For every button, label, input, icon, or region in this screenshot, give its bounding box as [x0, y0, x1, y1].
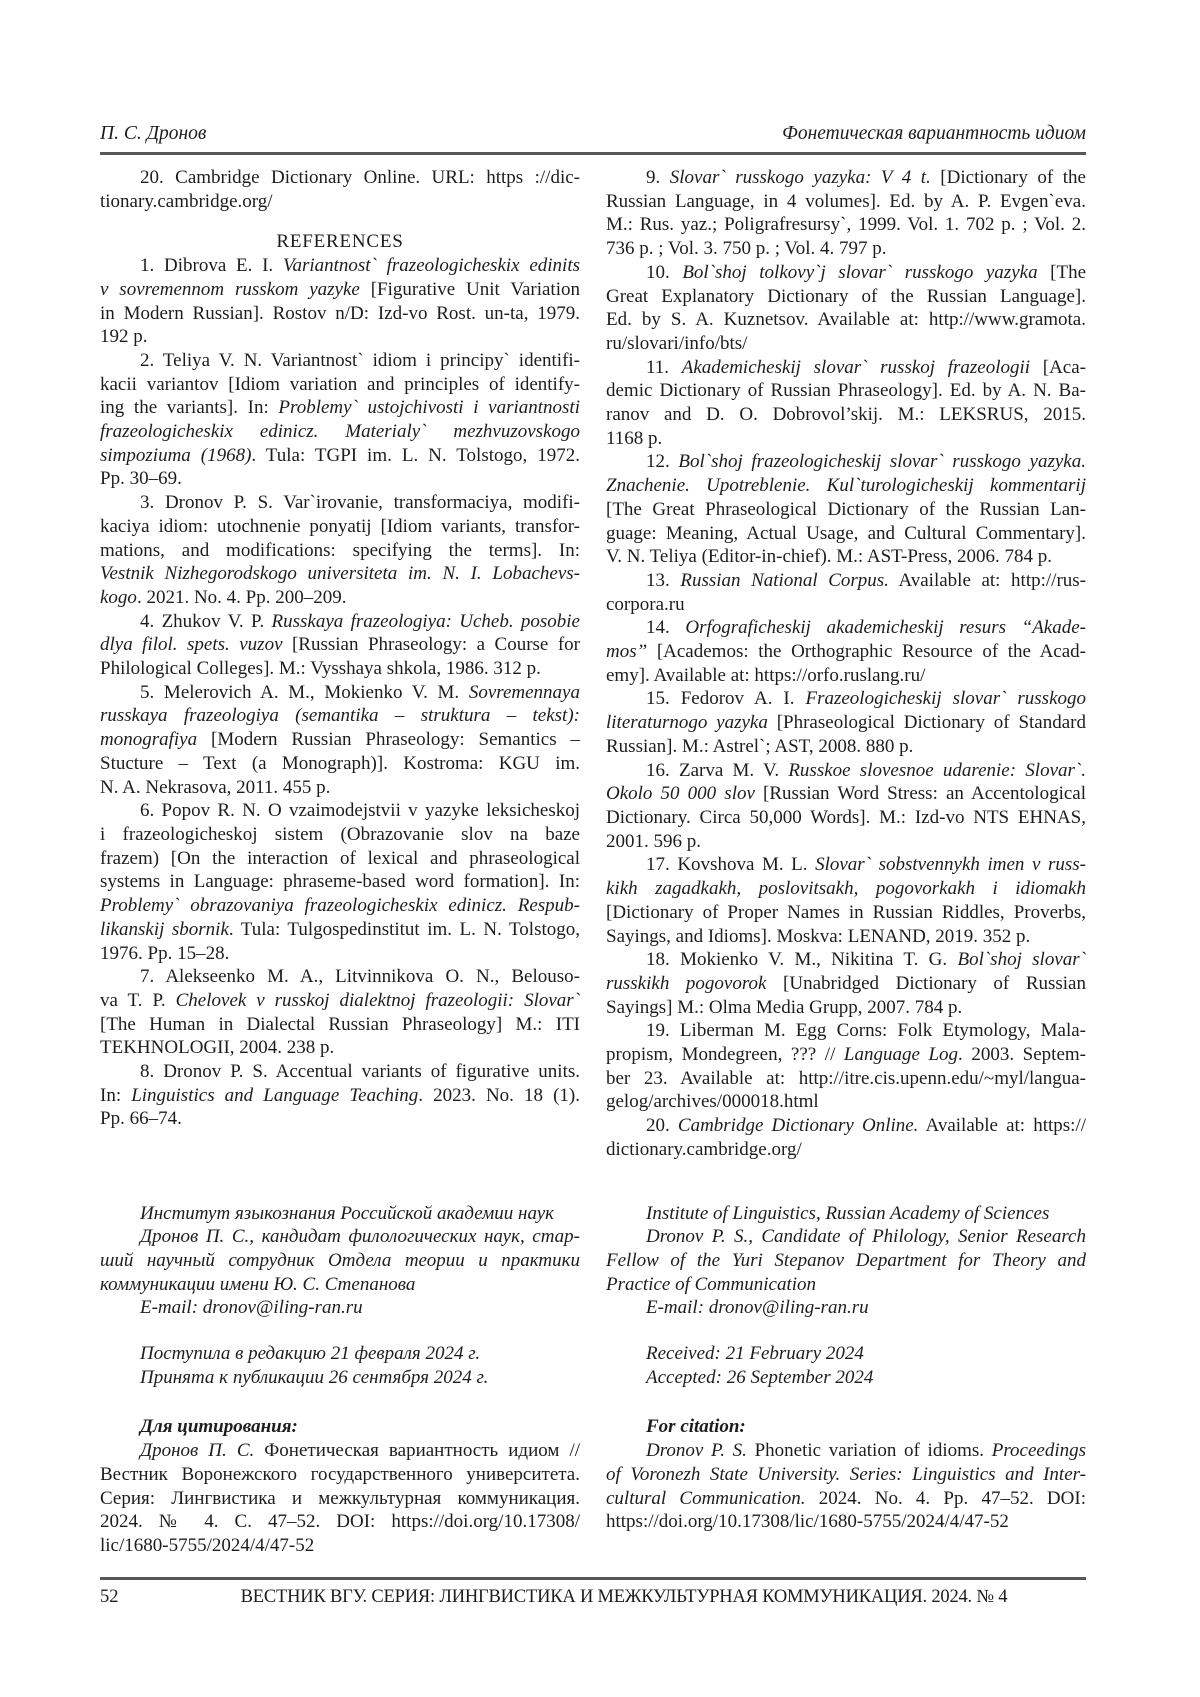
- text-line: M.: Rus. yaz.; Poligrafresursy`, 1999. Vol. 1. 702 p. ; Vol. 2.: [606, 214, 1086, 236]
- text-line: Дронов П. С., кандидат филологических наук, стар-: [140, 1226, 580, 1248]
- text-line: Received: 21 February 2024: [646, 1343, 864, 1365]
- text-line: cultural Communication. 2024. No. 4. Pp. 47–52. DOI:: [606, 1487, 1086, 1509]
- text-line: Russian Language, in 4 volumes]. Ed. by A. P. Evgen`eva.: [606, 190, 1086, 212]
- two-column-layout: [100, 166, 1086, 1558]
- text-line: dictionary.cambridge.org/: [606, 1138, 802, 1160]
- text-line: emy]. Available at: https://orfo.ruslang.ru/: [606, 664, 926, 686]
- text-line: 2024. № 4. С. 47–52. DOI: https://doi.org/10.17308/: [100, 1511, 580, 1533]
- text-line: [Dictionary of Proper Names in Russian Riddles, Proverbs,: [606, 901, 1086, 923]
- text-line: 1. Dibrova E. I. Variantnost` frazeologicheskix edinits: [140, 255, 581, 277]
- text-line: corpora.ru: [606, 593, 685, 615]
- text-line: ing the variants]. In: Problemy` ustojchivosti i variantnosti: [100, 397, 580, 419]
- text-line: Dronov P. S. Phonetic variation of idioms. Proceedings: [646, 1440, 1087, 1462]
- page-number: 52: [100, 1587, 119, 1607]
- text-line: https://doi.org/10.17308/lic/1680-5755/2024/4/47-52: [606, 1511, 1009, 1533]
- received-date: [100, 1342, 580, 1366]
- text-line: 16. Zarva M. V. Russkoe slovesnoe udarenie: Slovar`.: [646, 759, 1086, 781]
- text-line: Okolo 50 000 slov [Russian Word Stress: an Accentological: [606, 783, 1086, 805]
- journal-title-line: ВЕСТНИК ВГУ. СЕРИЯ: ЛИНГВИСТИКА И МЕЖКУЛЬТУРНАЯ КОММУНИКАЦИЯ. 2024. № 4: [240, 1587, 1008, 1607]
- affiliation-institute: [100, 1202, 580, 1226]
- citation-text-en: [606, 1439, 1086, 1534]
- reference-item-2: [100, 349, 580, 491]
- text-line: Pp. 66–74.: [100, 1108, 182, 1130]
- text-line: frazem) [On the interaction of lexical and phraseological: [100, 847, 580, 869]
- text-line: guage: Meaning, Actual Usage, and Cultural Commentary].: [606, 522, 1086, 544]
- text-line: Accepted: 26 September 2024: [646, 1366, 874, 1388]
- text-line: 11. Akademicheskij slovar` russkoj frazeologii [Aca-: [646, 356, 1087, 378]
- text-line: in Modern Russian]. Rostov n/D: Izd-vo Rost. un-ta, 1979.: [100, 302, 580, 324]
- left-column-references: [100, 166, 580, 1162]
- reference-item-4: [100, 610, 580, 681]
- text-line: 18. Mokienko V. M., Nikitina T. G. Bol`shoj slovar`: [646, 949, 1086, 971]
- text-line: коммуникации имени Ю. С. Степанова: [100, 1273, 416, 1295]
- text-line: va T. P. Chelovek v russkoj dialektnoj frazeologii: Slovar`: [100, 989, 580, 1011]
- text-line: In: Linguistics and Language Teaching. 2023. No. 18 (1).: [100, 1084, 580, 1106]
- reference-item-12: [606, 450, 1086, 569]
- running-header: [100, 122, 1086, 146]
- text-line: 3. Dronov P. S. Var`irovanie, transformaciya, modifi-: [140, 492, 580, 514]
- text-line: ru/slovari/info/bts/: [606, 332, 748, 354]
- for-citation-heading-en: [606, 1415, 1086, 1439]
- text-line: N. A. Nekrasova, 2011. 455 p.: [100, 776, 331, 798]
- reference-item-9: [606, 166, 1086, 261]
- reference-item-15: [606, 687, 1086, 758]
- text-line: 1168 p.: [606, 427, 663, 449]
- affiliation-author-position: [100, 1225, 580, 1296]
- text-line: 6. Popov R. N. O vzaimodejstvii v yazyke leksicheskoj: [140, 800, 580, 822]
- right-column-references: [606, 166, 1086, 1162]
- text-line: 1976. Pp. 15–28.: [100, 942, 230, 964]
- text-line: 12. Bol`shoj frazeologicheskij slovar` russkogo yazyka.: [646, 451, 1086, 473]
- reference-item-7: [100, 965, 580, 1060]
- text-line: kaciya idiom: utochnenie ponyatij [Idiom variants, transfor-: [100, 515, 580, 537]
- text-line: 2001. 596 p.: [606, 830, 701, 852]
- text-line: E-mail: dronov@iling-ran.ru: [140, 1297, 363, 1319]
- text-line: Принята к публикации 26 сентября 2024 г.: [140, 1366, 489, 1388]
- text-line: Серия: Лингвистика и межкультурная коммуникация.: [100, 1487, 580, 1509]
- reference-item-5: [100, 681, 580, 800]
- footer-row: [100, 1580, 1086, 1609]
- text-line: 192 p.: [100, 326, 148, 348]
- author-affiliation-en: [606, 1202, 1086, 1321]
- references-heading: REFERENCES: [276, 231, 404, 253]
- text-line: of Voronezh State University. Series: Linguistics and Inter-: [606, 1463, 1086, 1485]
- text-line: Дронов П. С. Фонетическая вариантность идиом //: [140, 1440, 581, 1462]
- text-line: 17. Kovshova M. L. Slovar` sobstvennykh imen v russ-: [646, 854, 1086, 876]
- text-line: Pp. 30–69.: [100, 468, 182, 490]
- text-line: 13. Russian National Corpus. Available at: http://rus-: [646, 569, 1086, 591]
- text-line: 14. Orfograficheskij akademicheskij resurs “Akade-: [646, 617, 1086, 639]
- text-line: Dictionary. Circa 50,000 Words]. M.: Izd-vo NTS EHNAS,: [606, 806, 1086, 828]
- running-header-title: Фонетическая вариантность идиом: [782, 123, 1086, 144]
- text-line: 736 p. ; Vol. 3. 750 p. ; Vol. 4. 797 p.: [606, 238, 887, 260]
- reference-item-3: [100, 491, 580, 610]
- text-line: 15. Fedorov A. I. Frazeologicheskij slovar` russkogo: [646, 688, 1087, 710]
- text-line: 10. Bol`shoj tolkovy`j slovar` russkogo yazyka [The: [646, 261, 1087, 283]
- text-line: demic Dictionary of Russian Phraseology]. Ed. by A. N. Ba-: [606, 380, 1086, 402]
- text-line: 5. Melerovich A. M., Mokienko V. M. Sovremennaya: [140, 681, 580, 703]
- text-line: russkaya frazeologiya (semantika – struktura – tekst):: [100, 705, 580, 727]
- text-line: frazeologicheskix edinicz. Materialy` mezhvuzovskogo: [100, 421, 580, 443]
- text-line: ranov and D. O. Dobrovol’skij. M.: LEKSRUS, 2015.: [606, 404, 1086, 426]
- text-line: Practice of Communication: [606, 1273, 817, 1295]
- text-line: V. N. Teliya (Editor-in-chief). M.: AST-Press, 2006. 784 p.: [606, 546, 1052, 568]
- text-line: mos” [Academos: the Orthographic Resource of the Acad-: [606, 641, 1086, 663]
- text-line: Fellow of the Yuri Stepanov Department for Theory and: [606, 1249, 1086, 1271]
- reference-item-1: [100, 254, 580, 349]
- text-line: kikh zagadkakh, poslovitsakh, pogovorkakh i idiomakh: [606, 878, 1086, 900]
- right-column-backmatter: [606, 1202, 1086, 1558]
- text-line: Great Explanatory Dictionary of the Russian Language].: [606, 285, 1086, 307]
- text-line: 7. Alekseenko M. A., Litvinnikova O. N., Belouso-: [140, 966, 580, 988]
- affiliation-email: [606, 1296, 1086, 1320]
- text-line: Для цитирования:: [140, 1416, 298, 1438]
- affiliation-author-position: [606, 1225, 1086, 1296]
- reference-item-11: [606, 356, 1086, 451]
- text-line: [The Human in Dialectal Russian Phraseology] M.: ITI: [100, 1013, 580, 1035]
- text-line: ший научный сотрудник Отдела теории и практики: [100, 1249, 580, 1271]
- text-line: propism, Mondegreen, ??? // Language Log. 2003. Septem-: [606, 1044, 1086, 1066]
- reference-item-18: [606, 948, 1086, 1019]
- text-line: E-mail: dronov@iling-ran.ru: [646, 1297, 869, 1319]
- reference-item-19: [606, 1019, 1086, 1114]
- submission-dates-ru: [100, 1342, 580, 1389]
- text-line: TEKHNOLOGII, 2004. 238 p.: [100, 1037, 335, 1059]
- text-line: v sovremennom russkom yazyke [Figurative Unit Variation: [100, 278, 580, 300]
- for-citation-heading-ru: [100, 1415, 580, 1439]
- text-line: Sayings] M.: Olma Media Grupp, 2007. 784 p.: [606, 996, 963, 1018]
- reference-item-8: [100, 1060, 580, 1131]
- text-line: gelog/archives/000018.html: [606, 1091, 819, 1113]
- text-line: Sayings, and Idioms]. Moskva: LENAND, 2019. 352 p.: [606, 925, 1031, 947]
- submission-dates-en: [606, 1342, 1086, 1389]
- text-line: i frazeologicheskoj sistem (Obrazovanie slov na baze: [100, 823, 580, 845]
- reference-item-10: [606, 261, 1086, 356]
- text-line: likanskij sbornik. Tula: Tulgospedinstitut im. L. N. Tolstogo,: [100, 918, 580, 940]
- text-line: 8. Dronov P. S. Accentual variants of figurative units.: [140, 1061, 580, 1083]
- text-line: Institute of Linguistics, Russian Academy of Sciences: [646, 1202, 1050, 1224]
- text-line: Problemy` obrazovaniya frazeologicheskix edinicz. Respub-: [100, 895, 580, 917]
- text-line: 20. Cambridge Dictionary Online. Available at: https://: [646, 1115, 1087, 1137]
- left-column-backmatter: [100, 1202, 580, 1558]
- text-line: Dronov P. S., Candidate of Philology, Senior Research: [646, 1226, 1086, 1248]
- text-line: systems in Language: phraseme-based word formation]. In:: [100, 871, 580, 893]
- text-line: 2. Teliya V. N. Variantnost` idiom i principy` identifi-: [140, 349, 580, 371]
- reference-item-6: [100, 799, 580, 965]
- text-line: Znachenie. Upotreblenie. Kul`turologicheskij kommentarij: [606, 475, 1086, 497]
- text-line: literaturnogo yazyka [Phraseological Dictionary of Standard: [606, 712, 1087, 734]
- text-line: simpoziuma (1968). Tula: TGPI im. L. N. Tolstogo, 1972.: [100, 444, 580, 466]
- reference-item-17: [606, 853, 1086, 948]
- page-footer: [100, 1577, 1086, 1609]
- text-line: 20. Cambridge Dictionary Online. URL: https ://dic-: [140, 167, 580, 188]
- received-date: [606, 1342, 1086, 1366]
- text-line: Ed. by S. A. Kuznetsov. Available at: http://www.gramota.: [606, 309, 1086, 331]
- reference-item-14: [606, 616, 1086, 687]
- text-line: mations, and modifications: specifying the terms]. In:: [100, 539, 580, 561]
- text-line: 4. Zhukov V. P. Russkaya frazeologiya: Ucheb. posobie: [140, 610, 580, 632]
- text-line: lic/1680-5755/2024/4/47-52: [100, 1534, 315, 1556]
- text-line: monografiya [Modern Russian Phraseology: Semantics –: [100, 729, 580, 751]
- text-line: Институт языкознания Российской академии наук: [140, 1202, 555, 1224]
- text-line: For citation:: [646, 1416, 746, 1438]
- text-line: Поступила в редакцию 21 февраля 2024 г.: [140, 1343, 481, 1365]
- text-line: Vestnik Nizhegorodskogo universiteta im. N. I. Lobachevs-: [100, 563, 580, 585]
- author-affiliation-ru: [100, 1202, 580, 1321]
- text-line: Stucture – Text (a Monograph)]. Kostroma: KGU im.: [100, 752, 580, 774]
- accepted-date: [606, 1366, 1086, 1390]
- text-line: ber 23. Available at: http://itre.cis.upenn.edu/~myl/langua-: [606, 1067, 1086, 1089]
- carryover-reference: [100, 166, 580, 213]
- text-line: tionary.cambridge.org/: [100, 190, 273, 212]
- text-line: Вестник Воронежского государственного университета.: [100, 1463, 580, 1485]
- reference-item-16: [606, 759, 1086, 854]
- header-rule: [100, 152, 1086, 155]
- text-line: Philological Colleges]. M.: Vysshaya shkola, 1986. 312 p.: [100, 658, 541, 680]
- page-content: [100, 166, 1086, 1558]
- affiliation-email: [100, 1296, 580, 1320]
- reference-item-20: [606, 1114, 1086, 1161]
- text-line: kogo. 2021. No. 4. Pp. 200–209.: [100, 586, 347, 608]
- reference-item-13: [606, 569, 1086, 616]
- text-line: Russian]. M.: Astrel`; AST, 2008. 880 p.: [606, 735, 914, 757]
- text-line: 9. Slovar` russkogo yazyka: V 4 t. [Dictionary of the: [646, 167, 1086, 188]
- text-line: kacii variantov [Idiom variation and principles of identify-: [100, 373, 580, 395]
- text-line: 19. Liberman M. Egg Corns: Folk Etymology, Mala-: [646, 1020, 1086, 1042]
- accepted-date: [100, 1366, 580, 1390]
- citation-text-ru: [100, 1439, 580, 1558]
- running-header-author: П. С. Дронов: [100, 123, 207, 144]
- text-line: [The Great Phraseological Dictionary of the Russian Lan-: [606, 498, 1086, 520]
- text-line: russkikh pogovorok [Unabridged Dictionary of Russian: [606, 972, 1086, 994]
- affiliation-institute: [606, 1202, 1086, 1226]
- text-line: dlya filol. spets. vuzov [Russian Phraseology: a Course for: [100, 634, 580, 656]
